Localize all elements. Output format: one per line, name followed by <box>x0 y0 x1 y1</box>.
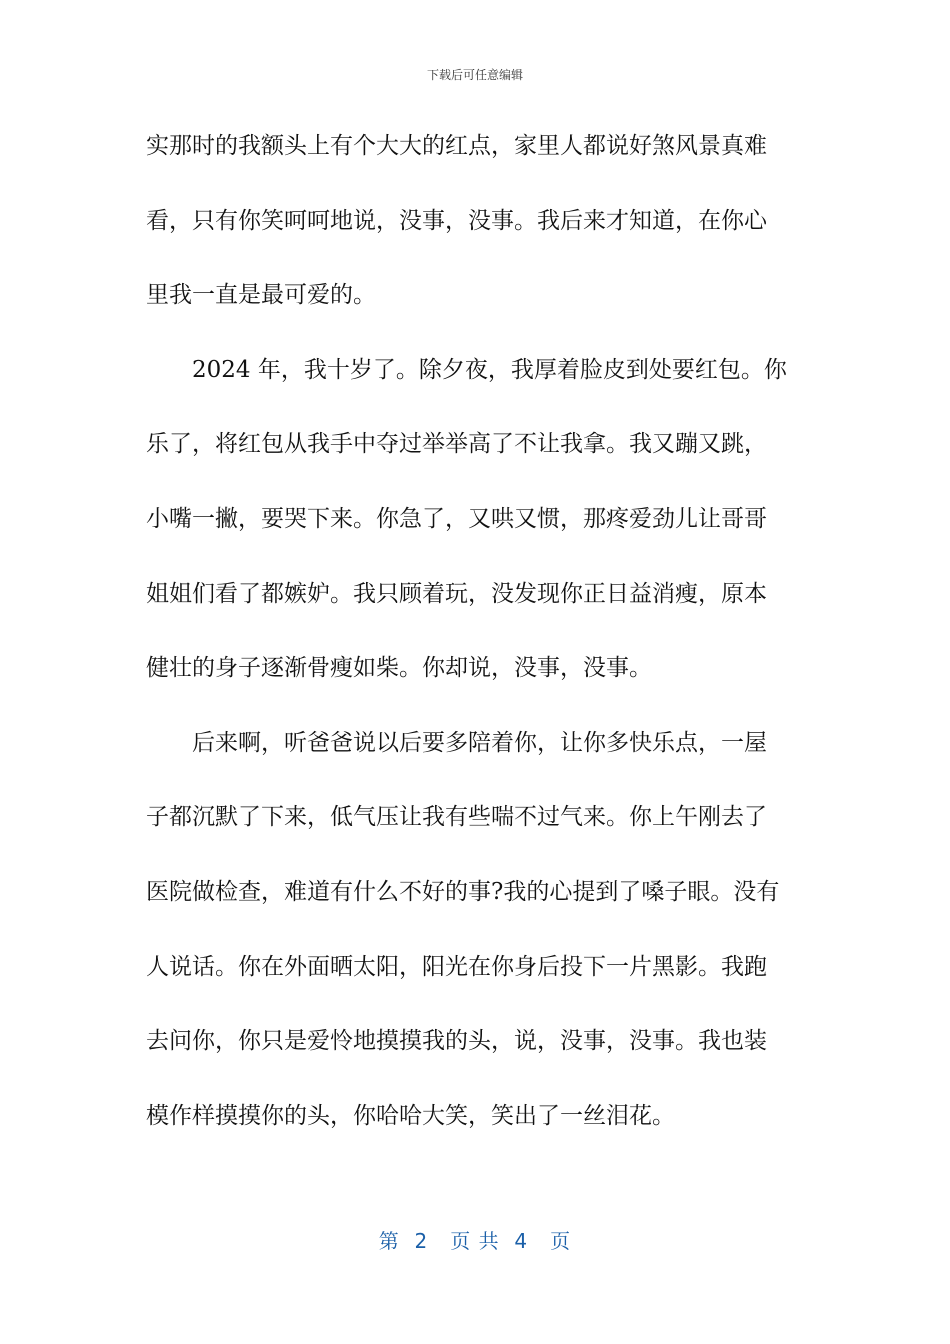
text-line: 姐姐们看了都嫉妒。我只顾着玩，没发现你正日益消瘦，原本 <box>146 580 767 607</box>
text-line: 里我一直是最可爱的。 <box>146 282 376 309</box>
text-line: 子都沉默了下来，低气压让我有些喘不过气来。你上午刚去了 <box>146 804 767 831</box>
paragraph-start-line: 2024 年，我十岁了。除夕夜，我厚着脸皮到处要红包。你 <box>192 356 787 383</box>
document-body <box>146 128 806 1172</box>
text-line: 健壮的身子逐渐骨瘦如柴。你却说，没事，没事。 <box>146 655 652 682</box>
page-number-footer <box>0 1225 950 1254</box>
text-line: 去问你，你只是爱怜地摸摸我的头，说，没事，没事。我也装 <box>146 1028 767 1055</box>
text-line: 模作样摸摸你的头，你哈哈大笑，笑出了一丝泪花。 <box>146 1102 675 1129</box>
text-line: 医院做检查，难道有什么不好的事?我的心提到了嗓子眼。没有 <box>146 878 780 905</box>
text-line: 人说话。你在外面晒太阳，阳光在你身后投下一片黑影。我跑 <box>146 953 767 980</box>
page-header-note: 下载后可任意编辑 <box>426 68 523 82</box>
text-line: 实那时的我额头上有个大大的红点，家里人都说好煞风景真难 <box>146 133 767 159</box>
text-line: 小嘴一撇，要哭下来。你急了，又哄又惯，那疼爱劲儿让哥哥 <box>146 505 767 532</box>
page-number-label: 第 2 页 共 4 页 <box>378 1229 572 1253</box>
text-line: 看，只有你笑呵呵地说，没事，没事。我后来才知道，在你心 <box>146 207 767 234</box>
text-line: 乐了，将红包从我手中夺过举举高了不让我拿。我又蹦又跳， <box>146 431 767 458</box>
paragraph-start-line: 后来啊，听爸爸说以后要多陪着你，让你多快乐点，一屋 <box>192 729 767 756</box>
